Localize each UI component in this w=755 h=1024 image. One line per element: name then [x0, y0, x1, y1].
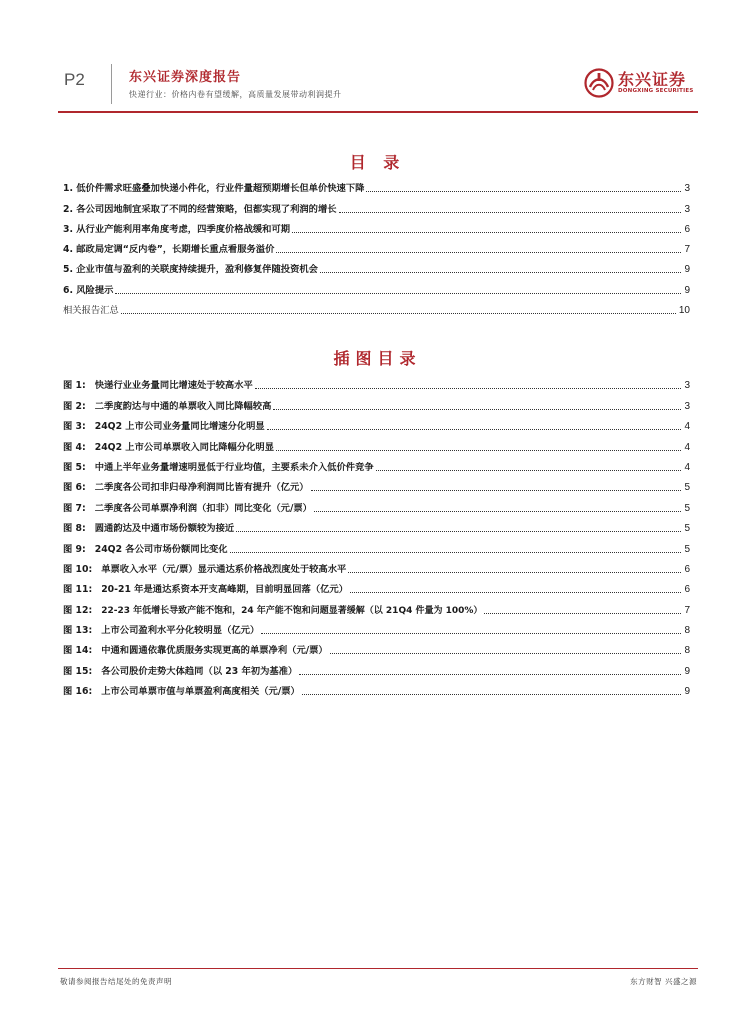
leader-dots [302, 694, 682, 695]
leader-dots [348, 572, 681, 573]
figure-entry-text: 单票收入水平（元/票）显示通达系价格战烈度处于较高水平 [101, 563, 347, 575]
footer-disclaimer: 敬请参阅报告结尾处的免责声明 [60, 977, 172, 986]
figure-entry-page: 9 [684, 665, 690, 677]
toc-entry-text: 6. 风险提示 [63, 284, 114, 296]
figure-entry-page: 8 [684, 625, 690, 637]
figure-entry-page: 3 [684, 380, 690, 392]
figure-entry-page: 7 [684, 604, 690, 616]
figure-entry-label: 图 12: [63, 604, 93, 616]
toc-entry[interactable] [63, 216, 690, 236]
leader-dots [261, 633, 681, 634]
leader-dots [366, 191, 681, 192]
leader-dots [267, 429, 682, 430]
leader-dots [236, 531, 681, 532]
figure-entry-text: 二季度各公司单票净利润（扣非）同比变化（元/票） [94, 502, 312, 514]
figure-entry[interactable] [63, 678, 690, 698]
figure-entry-text: 中通上半年业务量增速明显低于行业均值，主要系未介入低价件竞争 [94, 461, 374, 473]
figure-entry-label: 图 16: [63, 686, 93, 698]
figure-entry[interactable] [63, 556, 690, 576]
leader-dots [273, 409, 681, 410]
logo-mark-icon [584, 68, 614, 98]
header-divider [111, 64, 112, 104]
figure-entry-page: 3 [684, 400, 690, 412]
figure-entry-label: 图 1: [63, 380, 86, 392]
toc-entry-page: 6 [684, 223, 690, 235]
figure-entry-text: 22-23 年低增长导致产能不饱和，24 年产能不饱和问题显著缓解（以 21Q4 件量为 100%） [101, 605, 483, 616]
toc-entry-page: 9 [684, 264, 690, 276]
figure-entry[interactable] [63, 494, 690, 514]
contents-title: 目 录 [349, 153, 406, 172]
figure-entry-label: 图 10: [63, 563, 93, 575]
page-number: P2 [64, 70, 85, 89]
header-rule [58, 111, 698, 113]
figure-entry-label: 图 4: [63, 441, 86, 453]
toc-entry-page: 10 [678, 305, 690, 317]
figure-entry-label: 图 5: [63, 461, 86, 473]
figure-entry-text: 二季度各公司扣非归母净利润同比皆有提升（亿元） [94, 482, 309, 494]
footer-slogan: 东方财智 兴盛之源 [630, 977, 697, 986]
figure-entry-page: 5 [684, 502, 690, 514]
leader-dots [330, 653, 682, 654]
toc-entry-text: 2. 各公司因地制宜采取了不同的经营策略，但都实现了利润的增长 [63, 203, 337, 215]
figure-entry-text: 快递行业业务量同比增速处于较高水平 [94, 380, 253, 392]
figure-entry-label: 图 2: [63, 400, 86, 412]
figure-entry-page: 4 [684, 421, 690, 433]
leader-dots [376, 470, 682, 471]
leader-dots [121, 313, 676, 314]
figure-entry[interactable] [63, 474, 690, 494]
leader-dots [314, 511, 681, 512]
figure-entry-label: 图 15: [63, 665, 93, 677]
figure-entry-page: 6 [684, 563, 690, 575]
figure-entry-text: 24Q2 各公司市场份额同比变化 [94, 543, 228, 555]
figure-entry[interactable] [63, 392, 690, 412]
figure-entry-text: 24Q2 上市公司业务量同比增速分化明显 [94, 421, 265, 433]
toc-entry-text: 1. 低价件需求旺盛叠加快递小件化，行业件量超预期增长但单价快速下降 [63, 183, 365, 195]
toc-entry[interactable] [63, 236, 690, 256]
leader-dots [255, 388, 682, 389]
toc-entry[interactable] [63, 276, 690, 296]
toc-entry-text: 4. 邮政局定调“反内卷”，长期增长重点看服务溢价 [63, 244, 275, 256]
contents-list [63, 175, 690, 317]
toc-entry-page: 7 [684, 244, 690, 256]
footer-rule [58, 968, 698, 969]
toc-entry-text: 3. 从行业产能利用率角度考虑，四季度价格战缓和可期 [63, 223, 291, 235]
report-title: 东兴证券深度报告 [129, 70, 242, 85]
toc-entry[interactable] [63, 297, 690, 317]
figure-entry[interactable] [63, 535, 690, 555]
figure-entry-text: 24Q2 上市公司单票收入同比降幅分化明显 [94, 441, 275, 453]
figure-entry[interactable] [63, 454, 690, 474]
leader-dots [339, 212, 682, 213]
figure-entry-text: 各公司股价走势大体趋同（以 23 年初为基准） [101, 665, 298, 677]
figure-entry-page: 5 [684, 482, 690, 494]
leader-dots [320, 272, 681, 273]
toc-entry[interactable] [63, 175, 690, 195]
leader-dots [292, 232, 681, 233]
figure-entry-label: 图 6: [63, 482, 86, 494]
toc-entry-page: 3 [684, 183, 690, 195]
figure-entry[interactable] [63, 515, 690, 535]
toc-entry-text: 5. 企业市值与盈利的关联度持续提升，盈利修复伴随投资机会 [63, 264, 318, 276]
leader-dots [350, 592, 681, 593]
page-header [58, 58, 698, 118]
figure-entry-label: 图 8: [63, 523, 86, 535]
company-logo [584, 66, 698, 102]
figure-entry[interactable] [63, 576, 690, 596]
figure-entry-page: 6 [684, 584, 690, 596]
logo-text-cn: 东兴证券 [618, 70, 687, 89]
figure-entry-label: 图 7: [63, 502, 86, 514]
figure-entry-page: 9 [684, 686, 690, 698]
leader-dots [484, 613, 681, 614]
figure-entry[interactable] [63, 617, 690, 637]
figure-entry-page: 4 [684, 461, 690, 473]
figure-entry-page: 4 [684, 441, 690, 453]
figure-entry-label: 图 14: [63, 645, 93, 657]
leader-dots [299, 674, 681, 675]
toc-entry-page: 9 [684, 284, 690, 296]
leader-dots [311, 490, 682, 491]
figure-entry-page: 5 [684, 543, 690, 555]
logo-text-en: DONGXING SECURITIES [618, 88, 694, 94]
figure-entry-text: 20-21 年是通达系资本开支高峰期，目前明显回落（亿元） [101, 584, 349, 596]
toc-entry[interactable] [63, 195, 690, 215]
report-subtitle: 快递行业：价格内卷有望缓解，高质量发展带动利润提升 [129, 90, 342, 99]
figure-entry-text: 圆通韵达及中通市场份额较为接近 [94, 523, 235, 535]
leader-dots [276, 450, 681, 451]
figures-title: 插图目录 [333, 349, 422, 368]
figure-entry-text: 上市公司单票市值与单票盈利高度相关（元/票） [101, 686, 300, 698]
figure-entry-text: 二季度韵达与中通的单票收入同比降幅较高 [94, 400, 272, 412]
figure-entry[interactable] [63, 637, 690, 657]
figure-entry-label: 图 3: [63, 421, 86, 433]
toc-entry[interactable] [63, 256, 690, 276]
figure-entry-text: 上市公司盈利水平分化较明显（亿元） [101, 625, 260, 637]
leader-dots [276, 252, 681, 253]
toc-entry-page: 3 [684, 203, 690, 215]
figure-entry[interactable] [63, 413, 690, 433]
figure-entry-page: 5 [684, 523, 690, 535]
figure-entry-label: 图 9: [63, 543, 86, 555]
figure-entry-label: 图 13: [63, 625, 93, 637]
toc-entry-text: 相关报告汇总 [63, 305, 119, 317]
figure-entry[interactable] [63, 372, 690, 392]
leader-dots [230, 552, 682, 553]
figure-entry[interactable] [63, 596, 690, 616]
figure-entry-page: 8 [684, 645, 690, 657]
figure-entry[interactable] [63, 433, 690, 453]
leader-dots [115, 293, 681, 294]
figure-entry-label: 图 11: [63, 584, 93, 596]
figure-entry[interactable] [63, 657, 690, 677]
figure-entry-text: 中通和圆通依靠优质服务实现更高的单票净利（元/票） [101, 645, 328, 657]
figures-list [63, 372, 690, 698]
